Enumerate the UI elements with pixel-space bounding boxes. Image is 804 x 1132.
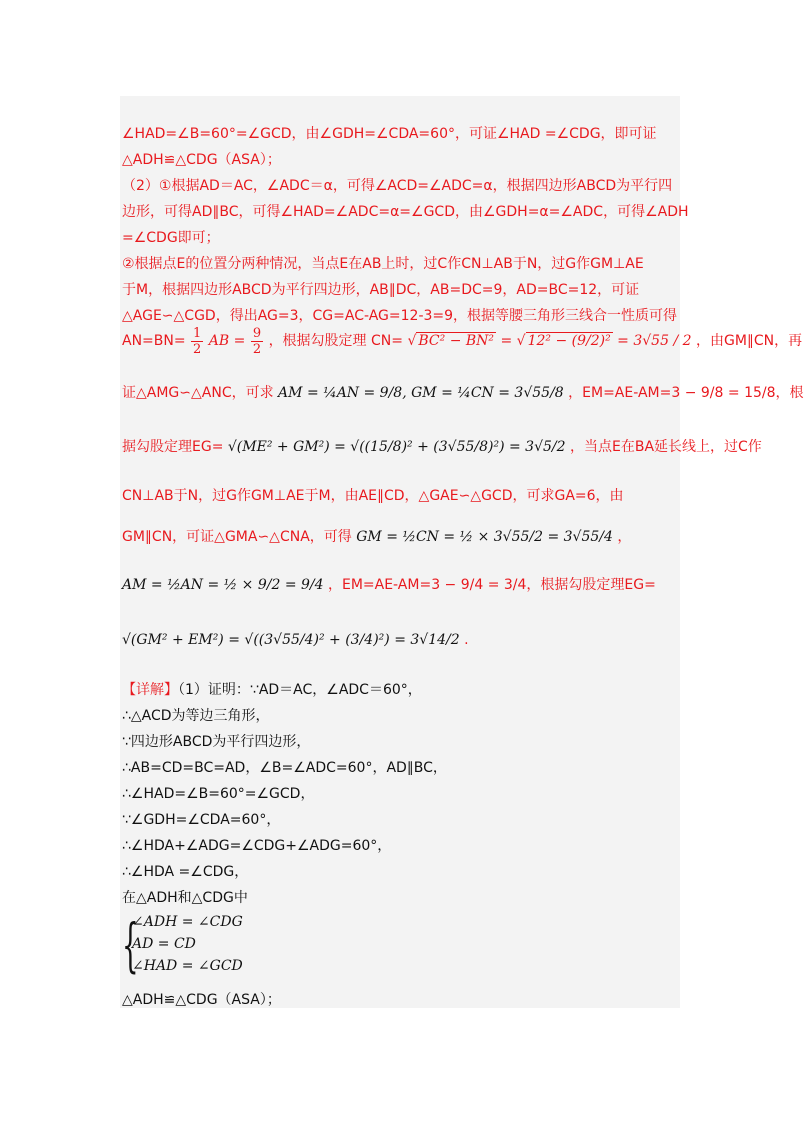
- detail-text-1: （1）证明：∵AD＝AC，∠ADC＝60°，: [178, 682, 422, 698]
- f1-pre: AN=BN=: [122, 333, 186, 349]
- detail-line-10: △ADH≌△CDG（ASA）；: [122, 992, 281, 1008]
- system-eq-1: ∠ADH = ∠CDG: [132, 914, 243, 930]
- text-line-5: =∠CDG即可；: [122, 230, 220, 246]
- f3-post: ，当点E在BA延长线上，过C作: [570, 439, 762, 455]
- f1-mid: ，根据勾股定理 CN=: [268, 333, 403, 349]
- f5-pre: GM∥CN，可证△GMA∽△CNA，可得: [122, 529, 352, 545]
- fraction-one-half: $\frac{1}{2}$: [193, 325, 202, 357]
- f1-post: ，由GM∥CN，再: [695, 333, 803, 349]
- fraction-nine-halves: $\frac{9}{2}$: [252, 325, 262, 357]
- text-line-3: （2）①根据AD＝AC，∠ADC＝α，可得∠ACD=∠ADC=α，根据四边形ABCD为平行四: [122, 178, 673, 194]
- f7-post: .: [464, 632, 469, 648]
- f5-post: ，: [617, 529, 632, 545]
- f7-math: √(GM² + EM²) = √((3√55/4)² + (3/4)²) = 3√14/2: [122, 632, 460, 648]
- detail-line-7: ∴∠HDA+∠ADG=∠CDG+∠ADG=60°，: [122, 838, 392, 854]
- f5-math: GM = ½CN = ½ × 3√55/2 = 3√55/4: [356, 529, 613, 545]
- detail-heading-line: [122, 680, 678, 700]
- detail-line-2: ∴△ACD为等边三角形，: [122, 708, 270, 724]
- f1-radicand-2: 12² − (9/2)²: [527, 333, 611, 349]
- text-line-1: ∠HAD=∠B=60°=∠GCD，由∠GDH=∠CDA=60°，可证∠HAD =∠CDG，即可证: [122, 126, 657, 142]
- text-line-8: △AGE∽△CGD，得出AG=3，CG=AC-AG=12-3=9，根据等腰三角形三线合一性质可得: [122, 308, 678, 324]
- formula-line-3: [122, 430, 762, 470]
- formula-line-2: [122, 378, 804, 412]
- detail-tag: 【详解】: [122, 682, 178, 698]
- formula-line-6: [122, 570, 678, 604]
- f1-result: = 3√55 / 2: [617, 333, 692, 349]
- f2-pre: 证△AMG∽△ANC，可求: [122, 385, 274, 401]
- detail-line-9: 在△ADH和△CDG中: [122, 890, 248, 906]
- formula-line-5: [122, 522, 678, 556]
- text-line-7: 于M，根据四边形ABCD为平行四边形，AB∥DC，AB=DC=9，AD=BC=12，可证: [122, 282, 640, 298]
- f6-post: ，EM=AE-AM=3 − 9/4 = 3/4，根据勾股定理EG=: [327, 577, 656, 593]
- detail-line-6: ∵∠GDH=∠CDA=60°，: [122, 812, 281, 828]
- detail-line-8: ∴∠HDA =∠CDG，: [122, 864, 249, 880]
- formula-line-4: CN⊥AB于N，过G作GM⊥AE于M，由AE∥CD，△GAE∽△GCD，可求GA=6，由: [122, 488, 624, 504]
- left-brace: {: [122, 911, 139, 979]
- f6-math: AM = ½AN = ½ × 9/2 = 9/4: [122, 577, 324, 593]
- system-eq-2: AD = CD: [132, 936, 196, 952]
- text-line-6: ②根据点E的位置分两种情况，当点E在AB上时，过C作CN⊥AB于N，过G作GM⊥AE: [122, 256, 644, 272]
- system-eq-3: ∠HAD = ∠GCD: [132, 958, 243, 974]
- f1-eq: =: [500, 333, 517, 349]
- text-line-2: △ADH≌△CDG（ASA）；: [122, 152, 281, 168]
- f3-pre: 据勾股定理EG=: [122, 439, 224, 455]
- f3-math: √(ME² + GM²) = √((15/8)² + (3√55/8)²) = 3√5/2: [227, 439, 566, 455]
- formula-line-1: AN=BN= $\frac{1}{2}$ AB = $\frac{9}{2}$ ，根据勾股定理 CN= √ BC² − BN² = √ 12² − (9/2)² = 3√55 / 2 ，由GM∥CN，再: [122, 325, 803, 357]
- detail-line-4: ∴AB=CD=BC=AD，∠B=∠ADC=60°，AD∥BC，: [122, 760, 447, 776]
- f1-ab: AB =: [208, 333, 246, 349]
- f2-math: AM = ¼AN = 9/8, GM = ¼CN = 3√55/8: [278, 385, 564, 401]
- formula-line-7: [122, 622, 678, 666]
- f1-radicand: BC² − BN²: [418, 333, 495, 349]
- detail-line-5: ∴∠HAD=∠B=60°=∠GCD，: [122, 786, 315, 802]
- text-line-4: 边形，可得AD∥BC，可得∠HAD=∠ADC=α=∠GCD，由∠GDH=α=∠ADC，可得∠ADH: [122, 204, 689, 220]
- detail-line-3: ∵四边形ABCD为平行四边形，: [122, 734, 311, 750]
- f2-post: ，EM=AE-AM=3 − 9/8 = 15/8，根: [568, 385, 804, 401]
